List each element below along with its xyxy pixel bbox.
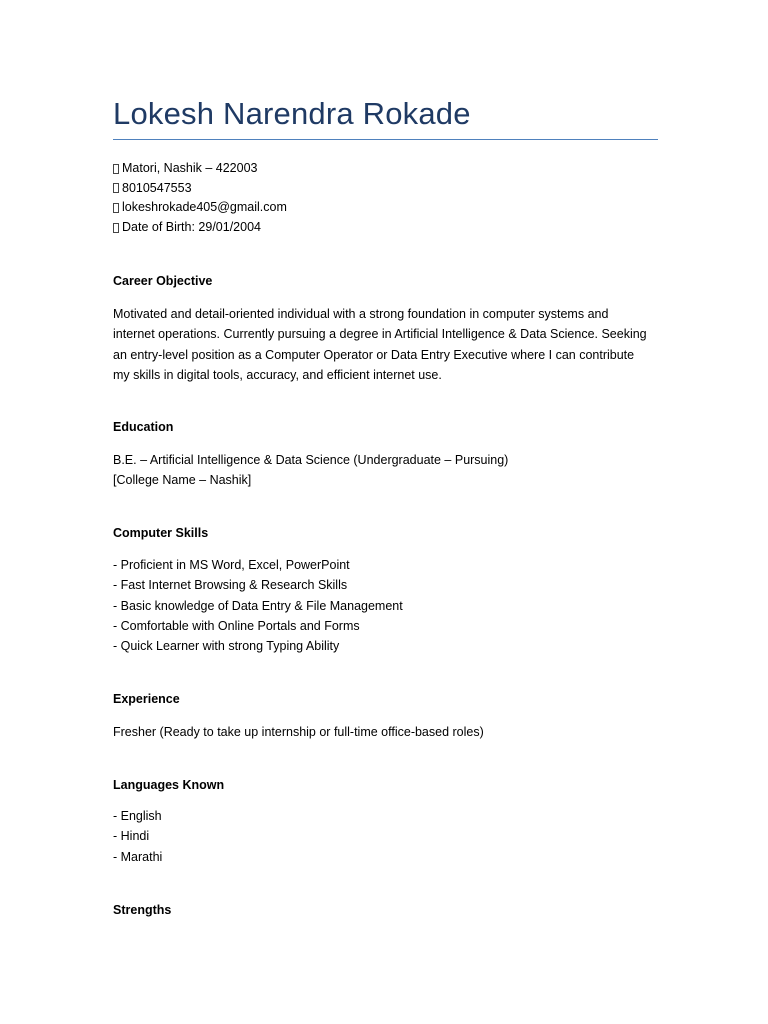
email-icon (113, 203, 119, 213)
contact-dob: Date of Birth: 29/01/2004 (122, 219, 261, 234)
contact-phone-line (113, 179, 287, 199)
experience-line: Fresher (Ready to take up internship or full-time office-based roles) (113, 725, 484, 739)
education-degree: B.E. – Artificial Intelligence & Data Science (Undergraduate – Pursuing) (113, 453, 509, 467)
skill-item: - Quick Learner with strong Typing Ability (113, 639, 340, 654)
education-text (113, 450, 658, 491)
skill-item: - Comfortable with Online Portals and Forms (113, 618, 360, 633)
experience-text (113, 722, 658, 742)
contact-address: Matori, Nashik – 422003 (122, 161, 258, 175)
strengths-heading: Strengths (113, 903, 172, 917)
location-icon (113, 164, 119, 174)
contact-block (113, 159, 287, 237)
contact-email-line (113, 198, 287, 218)
title-divider (113, 139, 658, 140)
contact-address-line (113, 159, 287, 179)
computer-skills-list (113, 555, 658, 656)
education-college: [College Name – Nashik] (113, 473, 252, 488)
skill-item: - Proficient in MS Word, Excel, PowerPoint (113, 558, 350, 572)
career-objective-line: an entry-level position as a Computer Operator or Data Entry Executive where I can contribute (113, 347, 635, 362)
calendar-icon (113, 223, 119, 233)
languages-list (113, 806, 658, 867)
contact-dob-line (113, 218, 287, 238)
career-objective-line: my skills in digital tools, accuracy, and efficient internet use. (113, 367, 442, 382)
language-item: - Marathi (113, 849, 163, 864)
education-heading: Education (113, 420, 174, 434)
resume-name: Lokesh Narendra Rokade (113, 96, 471, 131)
career-objective-line: Motivated and detail-oriented individual with a strong foundation in computer systems and (113, 307, 609, 321)
language-item: - Hindi (113, 829, 150, 844)
skill-item: - Fast Internet Browsing & Research Skills (113, 578, 348, 593)
languages-heading: Languages Known (113, 778, 225, 792)
computer-skills-heading: Computer Skills (113, 526, 209, 540)
career-objective-heading: Career Objective (113, 274, 213, 288)
contact-email: lokeshrokade405@gmail.com (122, 200, 287, 215)
contact-phone: 8010547553 (122, 180, 192, 195)
career-objective-line: internet operations. Currently pursuing a degree in Artificial Intelligence & Data Science. Seeking (113, 327, 647, 342)
experience-heading: Experience (113, 692, 180, 706)
skill-item: - Basic knowledge of Data Entry & File Management (113, 598, 403, 613)
career-objective-text (113, 304, 658, 385)
language-item: - English (113, 809, 162, 823)
phone-icon (113, 183, 119, 193)
